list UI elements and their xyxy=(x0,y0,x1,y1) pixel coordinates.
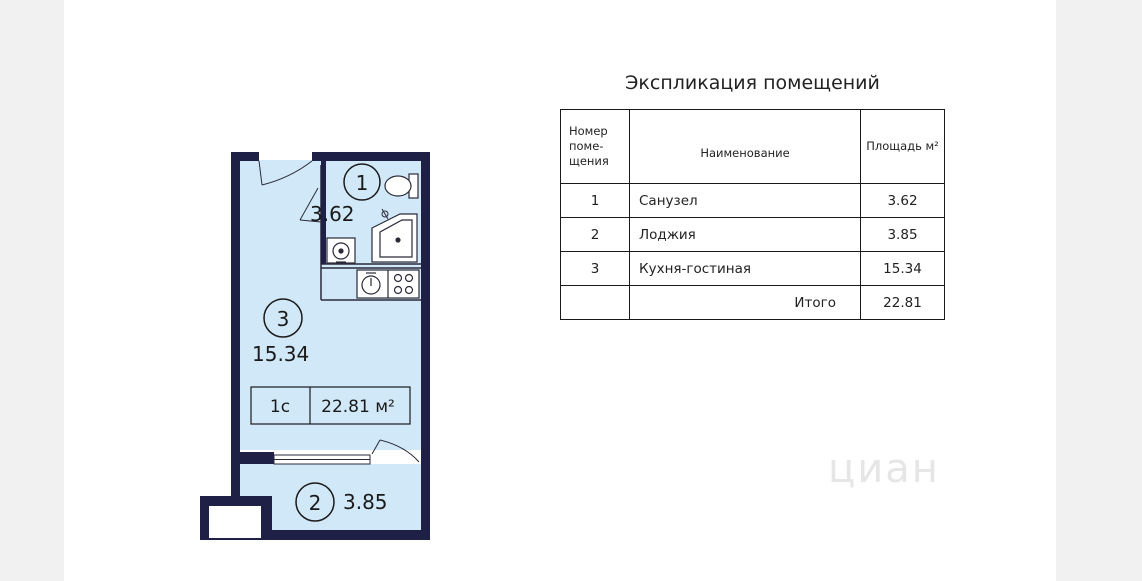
loggia-window xyxy=(274,455,370,464)
loggia-niche xyxy=(209,506,261,538)
row-area: 3.85 xyxy=(861,218,945,252)
room-1-area: 3.62 xyxy=(310,202,355,226)
unit-total-area: 22.81 м² xyxy=(321,397,395,417)
total-label: Итого xyxy=(630,286,861,320)
room-2-area: 3.85 xyxy=(343,490,388,514)
explication-title: Экспликация помещений xyxy=(625,72,880,94)
washbasin-icon xyxy=(327,238,355,263)
room-1-number: 1 xyxy=(355,171,369,195)
row-number: 2 xyxy=(561,218,630,252)
explication-table xyxy=(560,109,945,320)
table-header-row xyxy=(561,110,945,184)
room-3-number: 3 xyxy=(276,307,290,331)
row-number: 3 xyxy=(561,252,630,286)
watermark: циан xyxy=(828,446,940,492)
total-value: 22.81 xyxy=(861,286,945,320)
row-area: 15.34 xyxy=(861,252,945,286)
table-total-row xyxy=(561,286,945,320)
header-area: Площадь м² xyxy=(861,110,945,184)
row-number: 1 xyxy=(561,184,630,218)
row-name: Кухня-гостиная xyxy=(630,252,861,286)
total-empty-cell xyxy=(561,286,630,320)
table-row xyxy=(561,218,945,252)
row-name: Санузел xyxy=(630,184,861,218)
row-name: Лоджия xyxy=(630,218,861,252)
unit-type: 1с xyxy=(269,397,291,417)
header-name: Наименование xyxy=(630,110,861,184)
row-area: 3.62 xyxy=(861,184,945,218)
table-row xyxy=(561,252,945,286)
table-row xyxy=(561,184,945,218)
room-3-area: 15.34 xyxy=(252,342,310,366)
toilet-icon xyxy=(385,174,418,198)
header-number: Номер поме-щения xyxy=(561,110,630,184)
room-2-number: 2 xyxy=(308,491,322,515)
